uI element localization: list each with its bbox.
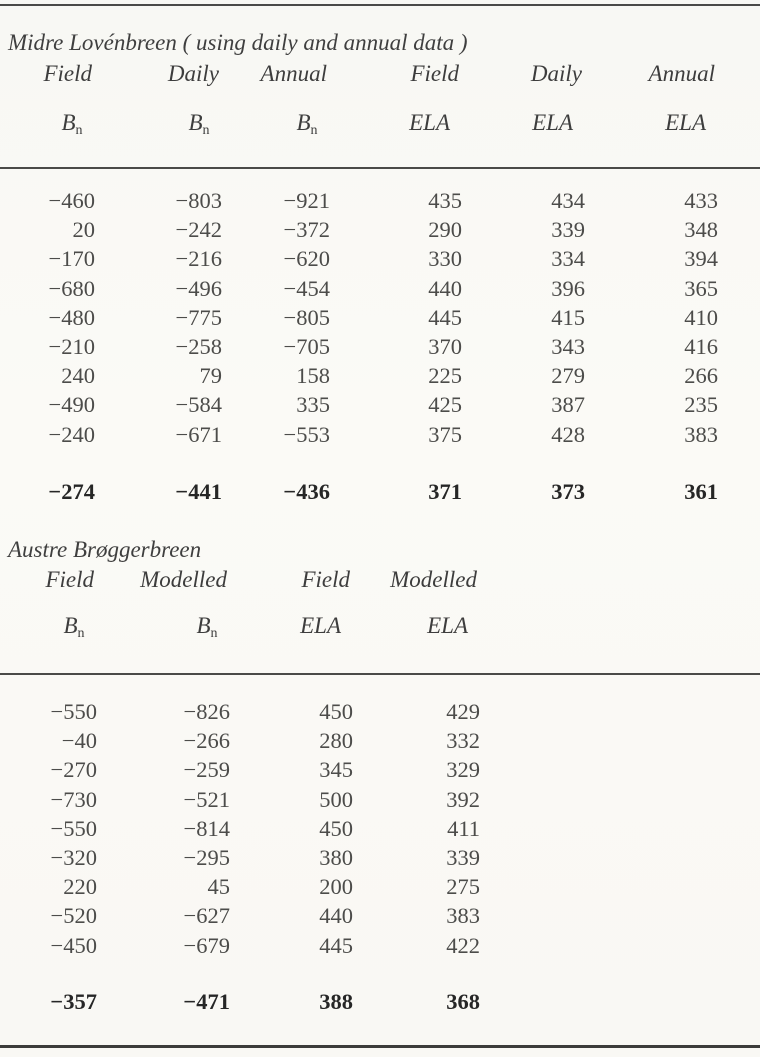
table-row: [10, 814, 480, 843]
table-cell: 383: [446, 903, 480, 929]
variable-header: ELA: [665, 110, 706, 135]
table-cell: 332: [446, 728, 480, 754]
table-cell: −671: [175, 421, 222, 447]
table-row: [10, 901, 480, 930]
table-cell: 79: [199, 363, 222, 389]
table-row: [10, 726, 480, 755]
table-row: [10, 274, 718, 303]
table-cell: −210: [48, 333, 95, 359]
table-cell: 375: [428, 421, 462, 447]
table-row: [10, 931, 480, 960]
table1-mean-row: [10, 477, 718, 506]
mean-value: −441: [175, 479, 222, 504]
mean-value: −436: [283, 479, 330, 504]
table-row: [10, 697, 480, 726]
table-cell: 450: [319, 699, 353, 724]
table-cell: −826: [183, 699, 230, 724]
top-rule: [0, 4, 760, 6]
table-cell: 329: [446, 757, 480, 783]
table-cell: 440: [319, 903, 353, 929]
mean-value: −357: [50, 989, 97, 1014]
table-cell: −242: [175, 217, 222, 243]
table-cell: 334: [551, 246, 585, 272]
table1-body: [10, 186, 718, 449]
table-cell: 200: [319, 874, 353, 900]
mean-value: −274: [48, 479, 95, 504]
table-cell: 20: [72, 217, 95, 243]
variable-header: ELA: [532, 110, 573, 135]
table-cell: −259: [183, 757, 230, 783]
table-cell: −550: [50, 815, 97, 841]
table-cell: −450: [50, 932, 97, 958]
variable-header: $B_n$: [61, 110, 83, 138]
table-cell: −814: [183, 815, 230, 841]
table-cell: 275: [446, 874, 480, 900]
column-header: Annual: [260, 61, 327, 86]
table-cell: −460: [48, 188, 95, 213]
column-header: Modelled: [390, 567, 477, 592]
table-row: [10, 785, 480, 814]
variable-header: $B_n$: [63, 613, 85, 641]
table-cell: 348: [684, 217, 718, 243]
table2-variable-row: [10, 612, 480, 647]
column-header: Daily: [167, 61, 219, 86]
mean-value: 368: [446, 989, 480, 1014]
table-cell: 440: [428, 275, 462, 301]
variable-header: ELA: [409, 110, 450, 135]
table-cell: 415: [551, 304, 585, 330]
table-cell: −240: [48, 421, 95, 447]
table-cell: 392: [446, 786, 480, 812]
column-header: Field: [410, 61, 459, 86]
table2-body: [10, 697, 480, 960]
table-cell: 434: [551, 188, 585, 213]
table-cell: −520: [50, 903, 97, 929]
table2-header-row: [10, 566, 480, 593]
table-cell: −266: [183, 728, 230, 754]
table-cell: 416: [684, 333, 718, 359]
table-cell: −454: [283, 275, 330, 301]
table-cell: 279: [551, 363, 585, 389]
table-cell: −295: [183, 844, 230, 870]
table-cell: 445: [428, 304, 462, 330]
table-cell: −705: [283, 333, 330, 359]
table-row: [10, 361, 718, 390]
variable-header: $B_n$: [188, 110, 210, 138]
header-divider-rule: [0, 673, 760, 675]
table-cell: 383: [684, 421, 718, 447]
table-row: [10, 244, 718, 273]
table-cell: −496: [175, 275, 222, 301]
column-header: Field: [301, 567, 350, 592]
table-row: [10, 215, 718, 244]
table-cell: 235: [684, 392, 718, 418]
table-cell: −216: [175, 246, 222, 272]
bottom-rule: [0, 1045, 760, 1048]
table-cell: 266: [684, 363, 718, 389]
table-cell: −803: [175, 188, 222, 213]
table-cell: 339: [551, 217, 585, 243]
table-cell: −490: [48, 392, 95, 418]
table-cell: 422: [446, 932, 480, 958]
table-cell: −620: [283, 246, 330, 272]
table-cell: −584: [175, 392, 222, 418]
mean-value: 371: [428, 479, 462, 504]
table-cell: 380: [319, 844, 353, 870]
column-header: Field: [45, 567, 94, 592]
table-cell: −372: [283, 217, 330, 243]
variable-header: $B_n$: [296, 110, 318, 138]
table-cell: −921: [283, 188, 330, 213]
table-cell: −680: [48, 275, 95, 301]
table-cell: −170: [48, 246, 95, 272]
table-cell: 435: [428, 188, 462, 213]
table-cell: 339: [446, 844, 480, 870]
table-cell: −805: [283, 304, 330, 330]
variable-header: $B_n$: [196, 613, 218, 641]
table-cell: 365: [684, 275, 718, 301]
column-header: Modelled: [140, 567, 227, 592]
mean-value: −471: [183, 989, 230, 1014]
table-cell: 225: [428, 363, 462, 389]
table-cell: 410: [684, 304, 718, 330]
table-cell: −627: [183, 903, 230, 929]
table-cell: 425: [428, 392, 462, 418]
header-divider-rule: [0, 167, 760, 169]
column-header: Annual: [648, 61, 715, 86]
table-cell: 411: [447, 815, 480, 841]
table-row: [10, 390, 718, 419]
table-cell: −270: [50, 757, 97, 783]
table-cell: −320: [50, 844, 97, 870]
table1-variable-row: [10, 109, 718, 144]
table-cell: 450: [319, 815, 353, 841]
table-cell: 394: [684, 246, 718, 272]
column-header: Field: [43, 61, 92, 86]
table-cell: −480: [48, 304, 95, 330]
table-cell: 343: [551, 333, 585, 359]
table-cell: 240: [61, 363, 95, 389]
table-row: [10, 872, 480, 901]
table-cell: −775: [175, 304, 222, 330]
table-cell: 428: [551, 421, 585, 447]
table-cell: 290: [428, 217, 462, 243]
table1-header-row: [10, 60, 718, 87]
table-cell: 433: [684, 188, 718, 213]
table-row: [10, 186, 718, 215]
table-cell: 335: [296, 392, 330, 418]
table-cell: −679: [183, 932, 230, 958]
table-row: [10, 420, 718, 449]
table-cell: 370: [428, 333, 462, 359]
table-cell: −553: [283, 421, 330, 447]
table1-section-title: Midre Lovénbreen ( using daily and annual data ): [8, 30, 468, 55]
table-cell: −258: [175, 333, 222, 359]
table-cell: 220: [63, 874, 97, 900]
table-cell: −730: [50, 786, 97, 812]
table-cell: 345: [319, 757, 353, 783]
table-cell: 280: [319, 728, 353, 754]
table-row: [10, 303, 718, 332]
table-cell: 429: [446, 699, 480, 724]
table-cell: −550: [50, 699, 97, 724]
table-cell: 445: [319, 932, 353, 958]
mean-value: 373: [551, 479, 585, 504]
variable-header: ELA: [427, 613, 468, 638]
column-header: Daily: [530, 61, 582, 86]
table2-section-title: Austre Brøggerbreen: [8, 537, 202, 562]
table2-mean-row: [10, 987, 480, 1016]
variable-header: ELA: [300, 613, 341, 638]
table-cell: 387: [551, 392, 585, 418]
table-cell: −40: [61, 728, 97, 754]
table-cell: −521: [183, 786, 230, 812]
table-cell: 330: [428, 246, 462, 272]
mean-value: 388: [319, 989, 353, 1014]
table-row: [10, 755, 480, 784]
table-cell: 158: [296, 363, 330, 389]
table-cell: 396: [551, 275, 585, 301]
table-cell: 45: [207, 874, 230, 900]
mean-value: 361: [684, 479, 718, 504]
table-cell: 500: [319, 786, 353, 812]
table-row: [10, 332, 718, 361]
table-row: [10, 843, 480, 872]
